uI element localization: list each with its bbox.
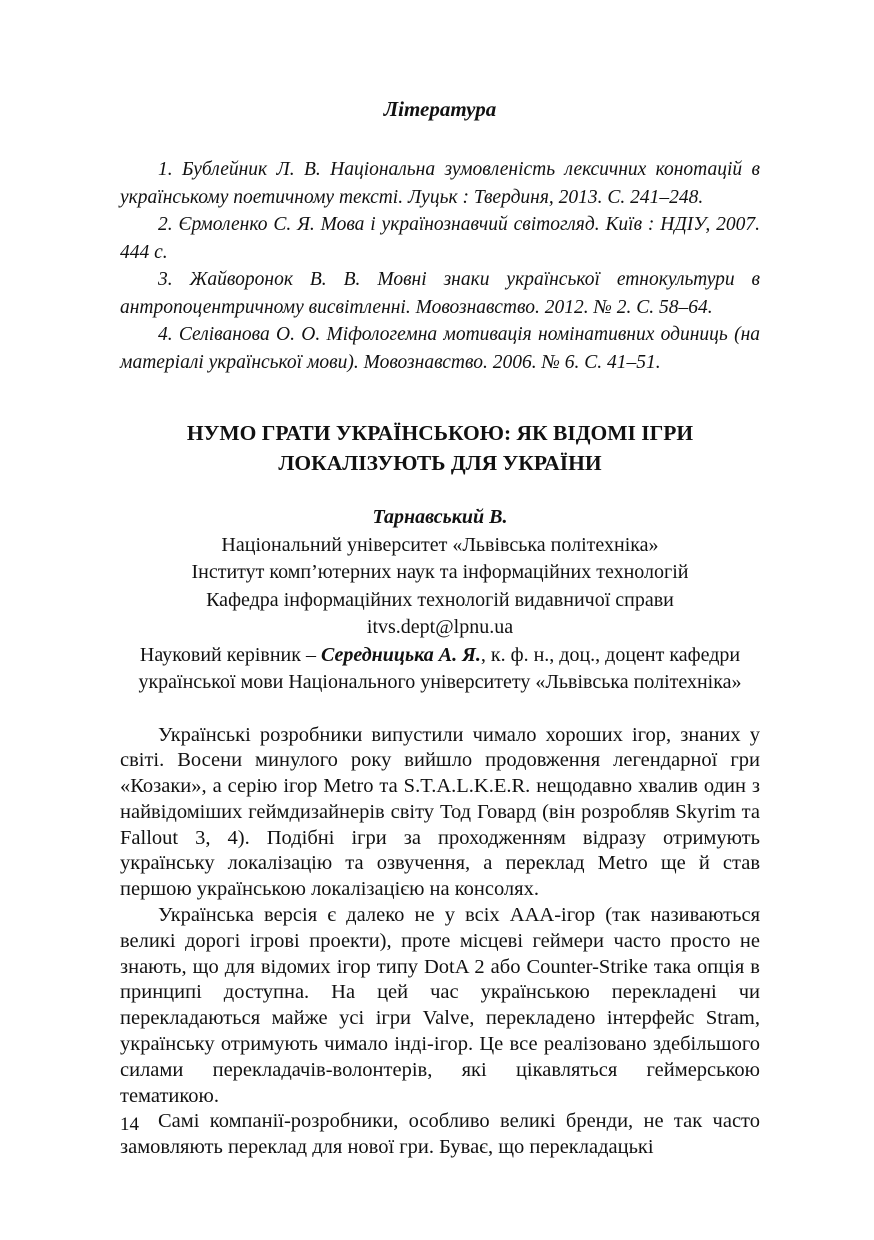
- body-paragraph: Українська версія є далеко не у всіх ААА-ігор (так називаються великі дорогі ігрові проекти), проте місцеві геймери часто просто не знають, що для відомих ігор типу DotA 2 або Counter-Strike така опція в принципі доступна. На цей час українською перекладені чи перекладаються майже усі ігри Valve, перекладено інтерфейс Stram, українську отримують чимало інді-ігор. Це все реалізовано здебільшого силами перекладачів-волонтерів, які цікавляться геймерською тематикою.: [120, 904, 760, 1107]
- body-paragraph: Українські розробники випустили чимало хороших ігор, знаних у світі. Восени минулого року вийшло продовження легендарної гри «Козаки», а серію ігор Metro та S.T.A.L.K.E.R. нещодавно хвалив один з найвідоміших геймдизайнерів світу Тод Говард (він розробляв Skyrim та Fallout 3, 4). Подібні ігри за проходженням відразу отримують українську локалізацію та озвучення, а переклад Metro ще й став першою українською локалізацією на консолях.: [120, 723, 760, 901]
- reference-item: 2. Єрмоленко С. Я. Мова і українознавчий світогляд. Київ : НДІУ, 2007. 444 с.: [120, 214, 760, 263]
- article-title-line: ЛОКАЛІЗУЮТЬ ДЛЯ УКРАЇНИ: [278, 451, 602, 475]
- literature-heading: Література: [383, 97, 497, 121]
- affiliation-line: Національний університет «Львівська політехніка»: [221, 533, 659, 556]
- reference-item: 3. Жайворонок В. В. Мовні знаки української етнокультури в антропоцентричному висвітленні. Мовознавство. 2012. № 2. С. 58–64.: [120, 269, 760, 318]
- supervisor-name: Середницька А. Я.: [320, 643, 481, 666]
- page-number: 14: [120, 1114, 139, 1135]
- supervisor-suffix: , к. ф. н., доц., доцент кафедри української мови Національного університету «Львівська політехніка»: [138, 643, 742, 693]
- references-list: [120, 156, 760, 376]
- affiliation-block: [120, 532, 760, 642]
- article-body: [120, 723, 760, 1162]
- affiliation-line: Кафедра інформаційних технологій видавничої справи: [206, 588, 674, 611]
- affiliation-line: Інститут комп’ютерних наук та інформаційних технологій: [191, 561, 689, 583]
- reference-item: 1. Бублейник Л. В. Національна зумовленість лексичних конотацій в українському поетичному тексті. Луцьк : Твердиня, 2013. С. 241–248.: [120, 159, 760, 208]
- reference-item: 4. Селіванова О. О. Міфологемна мотивація номінативних одиниць (на матеріалі української мови). Мовознавство. 2006. № 6. С. 41–51.: [120, 324, 760, 373]
- author-name: Тарнавський В.: [372, 506, 508, 528]
- article-title-line: НУМО ГРАТИ УКРАЇНСЬКОЮ: ЯК ВІДОМІ ІГРИ: [186, 421, 694, 445]
- body-paragraph: Самі компанії-розробники, особливо великі бренди, не так часто замовляють переклад для нової гри. Буває, що перекладацькі: [120, 1110, 760, 1159]
- email-address: itvs.dept@lpnu.ua: [366, 616, 514, 638]
- article-title: [120, 418, 760, 478]
- supervisor-line: [120, 642, 760, 697]
- supervisor-prefix: Науковий керівник –: [139, 643, 321, 666]
